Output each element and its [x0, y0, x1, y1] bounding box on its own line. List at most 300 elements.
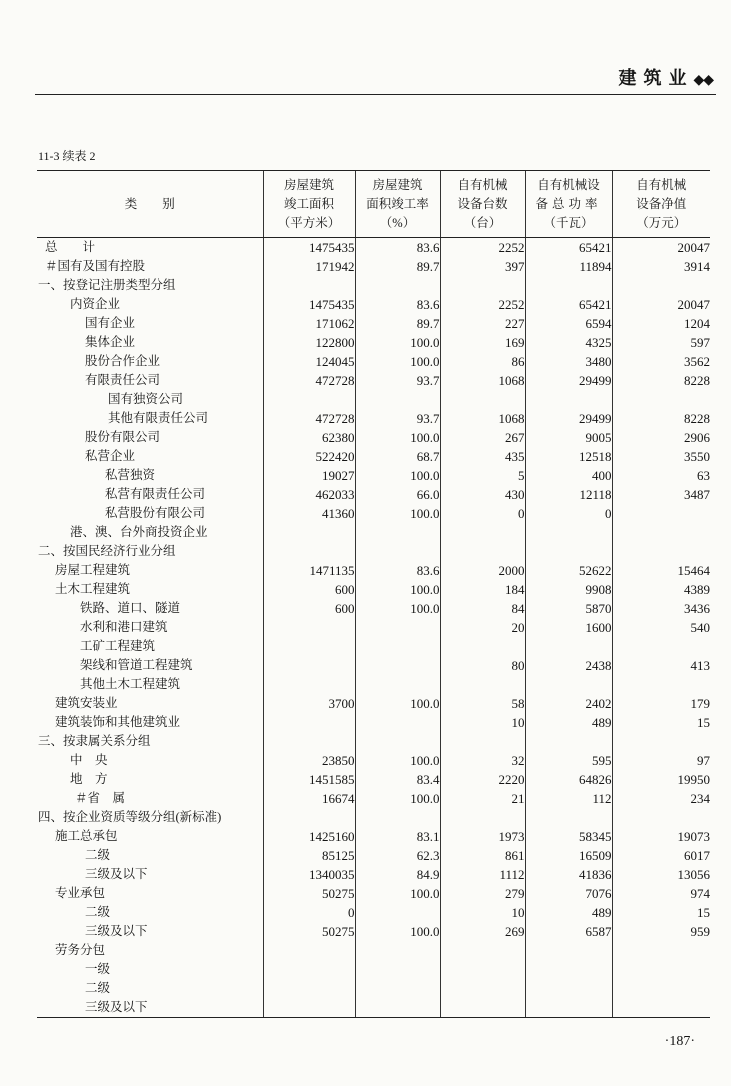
category-cell: 专业承包: [55, 886, 106, 900]
value-cell: 540: [612, 618, 710, 637]
value-cell: 65421: [525, 238, 612, 258]
value-cell: 93.7: [355, 409, 440, 428]
value-cell: [440, 637, 525, 656]
value-cell: [525, 276, 612, 295]
value-cell: [612, 276, 710, 295]
value-cell: 974: [612, 884, 710, 903]
value-cell: 21: [440, 789, 525, 808]
value-cell: [355, 903, 440, 922]
value-cell: 3550: [612, 447, 710, 466]
column-header-unit: （千瓦）: [543, 215, 594, 230]
value-cell: 10: [440, 903, 525, 922]
category-cell: 私营企业: [85, 449, 136, 463]
value-cell: 397: [440, 257, 525, 276]
category-cell: 其他有限责任公司: [108, 411, 209, 425]
value-cell: 1475435: [263, 238, 355, 258]
table-row: [37, 333, 710, 352]
value-cell: 1600: [525, 618, 612, 637]
value-cell: 171062: [263, 314, 355, 333]
value-cell: [263, 732, 355, 751]
table-row: [37, 485, 710, 504]
table-row: [37, 846, 710, 865]
table-row: [37, 409, 710, 428]
category-cell: 其他土木工程建筑: [80, 677, 181, 691]
category-cell: 建筑安装业: [55, 696, 118, 710]
table-row: [37, 542, 710, 561]
category-cell: 施工总承包: [55, 829, 118, 843]
value-cell: 29499: [525, 409, 612, 428]
value-cell: 0: [263, 903, 355, 922]
value-cell: 5: [440, 466, 525, 485]
table-row: [37, 447, 710, 466]
value-cell: 7076: [525, 884, 612, 903]
value-cell: 63: [612, 466, 710, 485]
value-cell: 2438: [525, 656, 612, 675]
category-cell: 二、按国民经济行业分组: [38, 544, 176, 558]
value-cell: 100.0: [355, 694, 440, 713]
category-cell: 私营独资: [105, 468, 156, 482]
table-row: [37, 827, 710, 846]
value-cell: 1475435: [263, 295, 355, 314]
page-number: ·187·: [664, 1034, 695, 1049]
value-cell: [525, 998, 612, 1018]
value-cell: [440, 998, 525, 1018]
value-cell: 600: [263, 599, 355, 618]
value-cell: 100.0: [355, 599, 440, 618]
column-header-line: 备总功率: [535, 196, 602, 211]
value-cell: [355, 618, 440, 637]
value-cell: 597: [612, 333, 710, 352]
value-cell: [440, 523, 525, 542]
column-header-equipment-net-value: [612, 171, 710, 238]
table-row: [37, 922, 710, 941]
value-cell: 430: [440, 485, 525, 504]
value-cell: [355, 523, 440, 542]
category-cell: 房屋工程建筑: [55, 563, 131, 577]
value-cell: 595: [525, 751, 612, 770]
value-cell: [263, 998, 355, 1018]
value-cell: 100.0: [355, 789, 440, 808]
category-cell: ＃省 属: [75, 791, 126, 805]
table-row: [37, 884, 710, 903]
category-cell: 建筑装饰和其他建筑业: [55, 715, 181, 729]
value-cell: 84: [440, 599, 525, 618]
value-cell: 97: [612, 751, 710, 770]
value-cell: 5870: [525, 599, 612, 618]
value-cell: 2252: [440, 238, 525, 258]
value-cell: 959: [612, 922, 710, 941]
category-cell: 三级及以下: [85, 867, 148, 881]
value-cell: 267: [440, 428, 525, 447]
value-cell: [355, 732, 440, 751]
value-cell: [440, 675, 525, 694]
table-row: [37, 295, 710, 314]
value-cell: [355, 941, 440, 960]
category-cell: 私营股份有限公司: [105, 506, 206, 520]
category-cell: 一、按登记注册类型分组: [38, 278, 176, 292]
value-cell: 234: [612, 789, 710, 808]
value-cell: [263, 960, 355, 979]
category-cell: 内资企业: [70, 297, 121, 311]
value-cell: [525, 675, 612, 694]
value-cell: 20047: [612, 238, 710, 258]
value-cell: 0: [440, 504, 525, 523]
value-cell: 20047: [612, 295, 710, 314]
category-cell: 二级: [85, 848, 111, 862]
value-cell: 100.0: [355, 751, 440, 770]
value-cell: 1112: [440, 865, 525, 884]
category-cell: 地 方: [70, 772, 108, 786]
table-row: [37, 599, 710, 618]
value-cell: [525, 390, 612, 409]
value-cell: 62.3: [355, 846, 440, 865]
value-cell: [263, 276, 355, 295]
category-cell: ＃国有及国有控股: [45, 259, 146, 273]
value-cell: [440, 390, 525, 409]
column-header-line: 自有机械: [636, 177, 687, 192]
value-cell: [525, 542, 612, 561]
value-cell: [440, 732, 525, 751]
value-cell: 65421: [525, 295, 612, 314]
value-cell: 1068: [440, 371, 525, 390]
column-header-line: 房屋建筑: [283, 177, 334, 192]
category-cell: 港、澳、台外商投资企业: [70, 525, 208, 539]
value-cell: 100.0: [355, 504, 440, 523]
category-cell: 铁路、道口、隧道: [80, 601, 181, 615]
value-cell: [440, 276, 525, 295]
value-cell: 4389: [612, 580, 710, 599]
value-cell: 58345: [525, 827, 612, 846]
table-row: [37, 998, 710, 1018]
value-cell: [263, 675, 355, 694]
value-cell: 4325: [525, 333, 612, 352]
value-cell: 8228: [612, 371, 710, 390]
diamond-ornament-icon: ◆◆: [693, 73, 713, 88]
table-row: [37, 371, 710, 390]
column-header-line: 竣工面积: [283, 196, 334, 211]
value-cell: 93.7: [355, 371, 440, 390]
value-cell: 169: [440, 333, 525, 352]
value-cell: 171942: [263, 257, 355, 276]
table-row: [37, 276, 710, 295]
category-cell: 集体企业: [85, 335, 136, 349]
value-cell: [612, 998, 710, 1018]
value-cell: [263, 941, 355, 960]
value-cell: 83.6: [355, 561, 440, 580]
value-cell: 435: [440, 447, 525, 466]
value-cell: 6594: [525, 314, 612, 333]
value-cell: 9005: [525, 428, 612, 447]
table-row: [37, 257, 710, 276]
value-cell: 489: [525, 713, 612, 732]
column-header-unit: （%）: [379, 215, 416, 230]
value-cell: 861: [440, 846, 525, 865]
value-cell: [263, 808, 355, 827]
category-cell: 有限责任公司: [85, 373, 161, 387]
category-cell: 一级: [85, 962, 111, 976]
value-cell: 50275: [263, 884, 355, 903]
value-cell: 86: [440, 352, 525, 371]
value-cell: 10: [440, 713, 525, 732]
value-cell: 32: [440, 751, 525, 770]
value-cell: 2220: [440, 770, 525, 789]
value-cell: 89.7: [355, 314, 440, 333]
table-row: [37, 656, 710, 675]
value-cell: 20: [440, 618, 525, 637]
value-cell: [612, 979, 710, 998]
value-cell: 16674: [263, 789, 355, 808]
value-cell: [263, 637, 355, 656]
value-cell: [612, 675, 710, 694]
statistics-table: [37, 170, 710, 1018]
table-row: [37, 713, 710, 732]
category-cell: 中 央: [70, 753, 108, 767]
table-row: [37, 428, 710, 447]
column-header-unit: （平方米）: [277, 215, 341, 230]
value-cell: [440, 941, 525, 960]
value-cell: [263, 390, 355, 409]
value-cell: 83.1: [355, 827, 440, 846]
table-row: [37, 732, 710, 751]
table-row: [37, 789, 710, 808]
value-cell: 1425160: [263, 827, 355, 846]
value-cell: 15: [612, 713, 710, 732]
table-row: [37, 770, 710, 789]
value-cell: [612, 637, 710, 656]
value-cell: [440, 542, 525, 561]
value-cell: [355, 960, 440, 979]
value-cell: 1204: [612, 314, 710, 333]
value-cell: 13056: [612, 865, 710, 884]
table-row: [37, 675, 710, 694]
value-cell: 100.0: [355, 884, 440, 903]
value-cell: 23850: [263, 751, 355, 770]
value-cell: 3562: [612, 352, 710, 371]
value-cell: 6587: [525, 922, 612, 941]
section-title: 建筑业: [618, 68, 694, 88]
value-cell: 3480: [525, 352, 612, 371]
value-cell: [525, 637, 612, 656]
table-row: [37, 865, 710, 884]
category-cell: 劳务分包: [55, 943, 106, 957]
value-cell: 413: [612, 656, 710, 675]
category-cell: 三级及以下: [85, 924, 148, 938]
category-cell: 二级: [85, 981, 111, 995]
column-header-equipment-count: [440, 171, 525, 238]
value-cell: [440, 960, 525, 979]
column-header-line: 面积竣工率: [366, 196, 429, 211]
category-cell: 二级: [85, 905, 111, 919]
value-cell: 12118: [525, 485, 612, 504]
category-header: [37, 171, 263, 238]
table-row: [37, 618, 710, 637]
table-row: [37, 466, 710, 485]
column-header-line: 自有机械设: [537, 177, 600, 192]
value-cell: [355, 390, 440, 409]
value-cell: 8228: [612, 409, 710, 428]
category-cell: 水利和港口建筑: [80, 620, 168, 634]
value-cell: [263, 523, 355, 542]
value-cell: 522420: [263, 447, 355, 466]
value-cell: 52622: [525, 561, 612, 580]
value-cell: 1451585: [263, 770, 355, 789]
table-row: [37, 941, 710, 960]
category-cell: 三级及以下: [37, 998, 263, 1018]
value-cell: 1471135: [263, 561, 355, 580]
value-cell: 83.6: [355, 295, 440, 314]
value-cell: 64826: [525, 770, 612, 789]
table-row: [37, 314, 710, 333]
category-cell: 国有企业: [85, 316, 136, 330]
value-cell: 100.0: [355, 352, 440, 371]
value-cell: 19073: [612, 827, 710, 846]
value-cell: 12518: [525, 447, 612, 466]
table-row: [37, 504, 710, 523]
value-cell: 50275: [263, 922, 355, 941]
value-cell: [612, 523, 710, 542]
value-cell: 2252: [440, 295, 525, 314]
value-cell: 600: [263, 580, 355, 599]
value-cell: 15464: [612, 561, 710, 580]
value-cell: 16509: [525, 846, 612, 865]
table-row: [37, 694, 710, 713]
value-cell: [525, 960, 612, 979]
table-row: [37, 580, 710, 599]
value-cell: [612, 808, 710, 827]
value-cell: 11894: [525, 257, 612, 276]
column-header-completion-rate: [355, 171, 440, 238]
category-cell: 股份合作企业: [85, 354, 161, 368]
value-cell: 6017: [612, 846, 710, 865]
value-cell: 3914: [612, 257, 710, 276]
value-cell: 112: [525, 789, 612, 808]
value-cell: 124045: [263, 352, 355, 371]
value-cell: [612, 504, 710, 523]
value-cell: [612, 390, 710, 409]
value-cell: 62380: [263, 428, 355, 447]
value-cell: [525, 941, 612, 960]
value-cell: [525, 979, 612, 998]
value-cell: [612, 941, 710, 960]
value-cell: 1068: [440, 409, 525, 428]
value-cell: 122800: [263, 333, 355, 352]
column-header-line: 房屋建筑: [372, 177, 423, 192]
value-cell: [263, 979, 355, 998]
value-cell: [263, 656, 355, 675]
running-head: [618, 64, 713, 90]
column-header-floor-space-completed: [263, 171, 355, 238]
value-cell: 83.4: [355, 770, 440, 789]
value-cell: 100.0: [355, 428, 440, 447]
value-cell: [263, 713, 355, 732]
table-row: [37, 561, 710, 580]
value-cell: 279: [440, 884, 525, 903]
value-cell: [612, 960, 710, 979]
value-cell: 179: [612, 694, 710, 713]
table-row: [37, 751, 710, 770]
value-cell: [440, 979, 525, 998]
value-cell: 0: [525, 504, 612, 523]
table-row: [37, 960, 710, 979]
category-cell: 架线和管道工程建筑: [80, 658, 193, 672]
table-label: 11-3 续表 2: [38, 149, 96, 163]
value-cell: 19950: [612, 770, 710, 789]
table-body: [37, 238, 710, 1018]
value-cell: [525, 808, 612, 827]
table-row: [37, 523, 710, 542]
value-cell: 1340035: [263, 865, 355, 884]
value-cell: 85125: [263, 846, 355, 865]
table-row: [37, 352, 710, 371]
value-cell: 58: [440, 694, 525, 713]
category-cell: 国有独资公司: [108, 392, 184, 406]
column-header-line: 自有机械: [457, 177, 508, 192]
value-cell: [355, 713, 440, 732]
value-cell: [355, 542, 440, 561]
value-cell: [612, 732, 710, 751]
category-cell: 总 计: [45, 240, 96, 254]
value-cell: [355, 276, 440, 295]
value-cell: 3700: [263, 694, 355, 713]
value-cell: [525, 523, 612, 542]
value-cell: 100.0: [355, 466, 440, 485]
value-cell: [263, 618, 355, 637]
table-row: [37, 979, 710, 998]
value-cell: 3487: [612, 485, 710, 504]
value-cell: 66.0: [355, 485, 440, 504]
category-cell: 股份有限公司: [85, 430, 161, 444]
value-cell: 19027: [263, 466, 355, 485]
value-cell: [355, 998, 440, 1018]
value-cell: 2000: [440, 561, 525, 580]
value-cell: 489: [525, 903, 612, 922]
category-cell: 私营有限责任公司: [105, 487, 206, 501]
value-cell: [263, 542, 355, 561]
value-cell: 2402: [525, 694, 612, 713]
value-cell: 2906: [612, 428, 710, 447]
table-header-row: [37, 171, 710, 238]
value-cell: 84.9: [355, 865, 440, 884]
value-cell: 184: [440, 580, 525, 599]
category-cell: 四、按企业资质等级分组(新标准): [38, 810, 222, 824]
value-cell: [612, 542, 710, 561]
table-row: [37, 390, 710, 409]
table-row: [37, 238, 710, 258]
table-row: [37, 637, 710, 656]
column-header-unit: （万元）: [636, 215, 687, 230]
category-cell: 三、按隶属关系分组: [38, 734, 151, 748]
value-cell: [355, 637, 440, 656]
value-cell: 1973: [440, 827, 525, 846]
value-cell: [355, 808, 440, 827]
value-cell: 462033: [263, 485, 355, 504]
value-cell: 269: [440, 922, 525, 941]
column-header-line: 设备净值: [636, 196, 687, 211]
value-cell: 100.0: [355, 580, 440, 599]
value-cell: [355, 675, 440, 694]
value-cell: 15: [612, 903, 710, 922]
value-cell: 41836: [525, 865, 612, 884]
value-cell: [355, 979, 440, 998]
value-cell: 472728: [263, 371, 355, 390]
table-row: [37, 903, 710, 922]
table-row: [37, 808, 710, 827]
value-cell: 472728: [263, 409, 355, 428]
value-cell: 227: [440, 314, 525, 333]
column-header-line: 设备台数: [457, 196, 508, 211]
category-header-label: 类 别: [124, 196, 175, 211]
value-cell: 41360: [263, 504, 355, 523]
